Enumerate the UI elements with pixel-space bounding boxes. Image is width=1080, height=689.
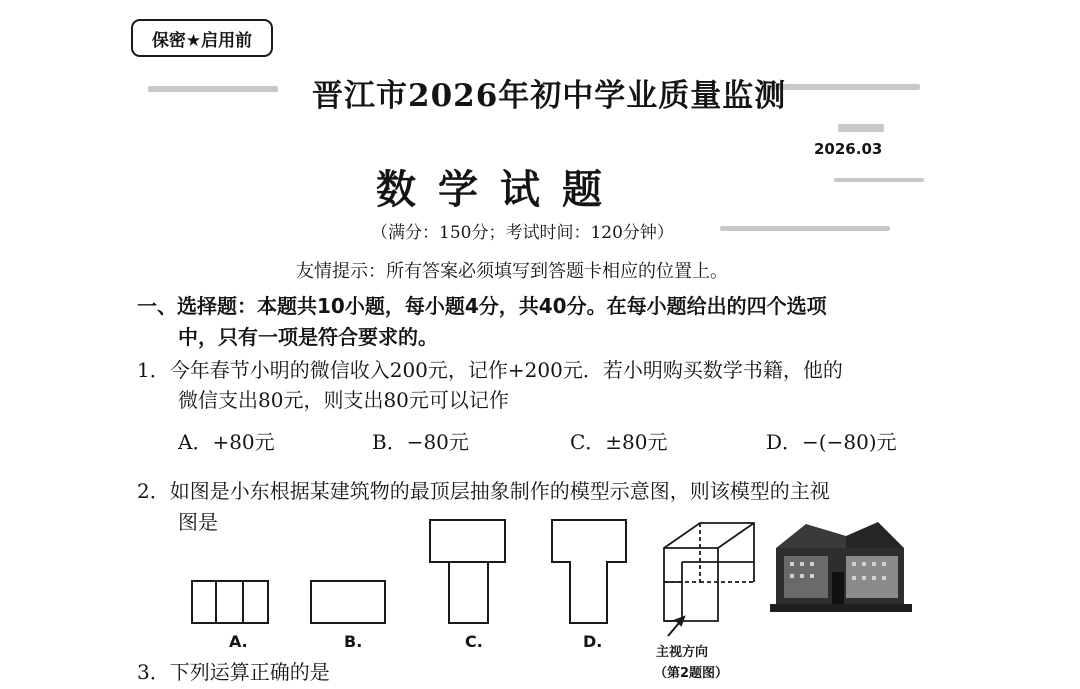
section-heading-cont: 中，只有一项是符合要求的。: [178, 325, 438, 349]
exam-meta: （满分：150分；考试时间：120分钟）: [371, 223, 674, 243]
q1-option-b: B．−80元: [372, 430, 469, 454]
q2-figure-d: [552, 520, 626, 623]
q2-label-b: B.: [344, 632, 363, 651]
confidential-badge: 保密★启用前: [131, 19, 273, 57]
q2-model-3d: [664, 523, 754, 621]
figure-caption: （第2题图）: [654, 666, 729, 681]
q2-label-a: A.: [229, 632, 248, 651]
q1-option-a: A．+80元: [178, 430, 275, 454]
q2-label-d: D.: [583, 632, 603, 651]
building-photo: [770, 522, 912, 612]
question-3-text: 3．下列运算正确的是: [137, 660, 330, 684]
q2-figure-a: [192, 581, 268, 623]
q2-figure-b: [311, 581, 385, 623]
q2-label-c: C.: [465, 632, 483, 651]
exam-date: 2026.03: [814, 140, 883, 158]
subject-title: 数学试题: [376, 166, 624, 213]
view-direction-label: 主视方向: [656, 645, 709, 660]
section-heading: 一、选择题：本题共10小题，每小题4分，共40分。在每小题给出的四个选项: [137, 294, 827, 318]
friendly-tip: 友情提示：所有答案必须填写到答题卡相应的位置上。: [296, 261, 728, 282]
view-direction-arrow: [668, 617, 684, 636]
exam-title: 晋江市2026年初中学业质量监测: [312, 78, 787, 114]
question-1-text: 1．今年春节小明的微信收入200元，记作+200元．若小明购买数学书籍，他的: [137, 358, 843, 382]
question-2-text: 2．如图是小东根据某建筑物的最顶层抽象制作的模型示意图，则该模型的主视: [137, 479, 830, 503]
question-1-text-cont: 微信支出80元，则支出80元可以记作: [178, 388, 509, 412]
q1-option-c: C．±80元: [570, 430, 668, 454]
q1-option-d: D．−(−80)元: [766, 430, 897, 454]
question-2-text-cont: 图是: [178, 510, 218, 534]
q2-figure-c: [430, 520, 505, 623]
